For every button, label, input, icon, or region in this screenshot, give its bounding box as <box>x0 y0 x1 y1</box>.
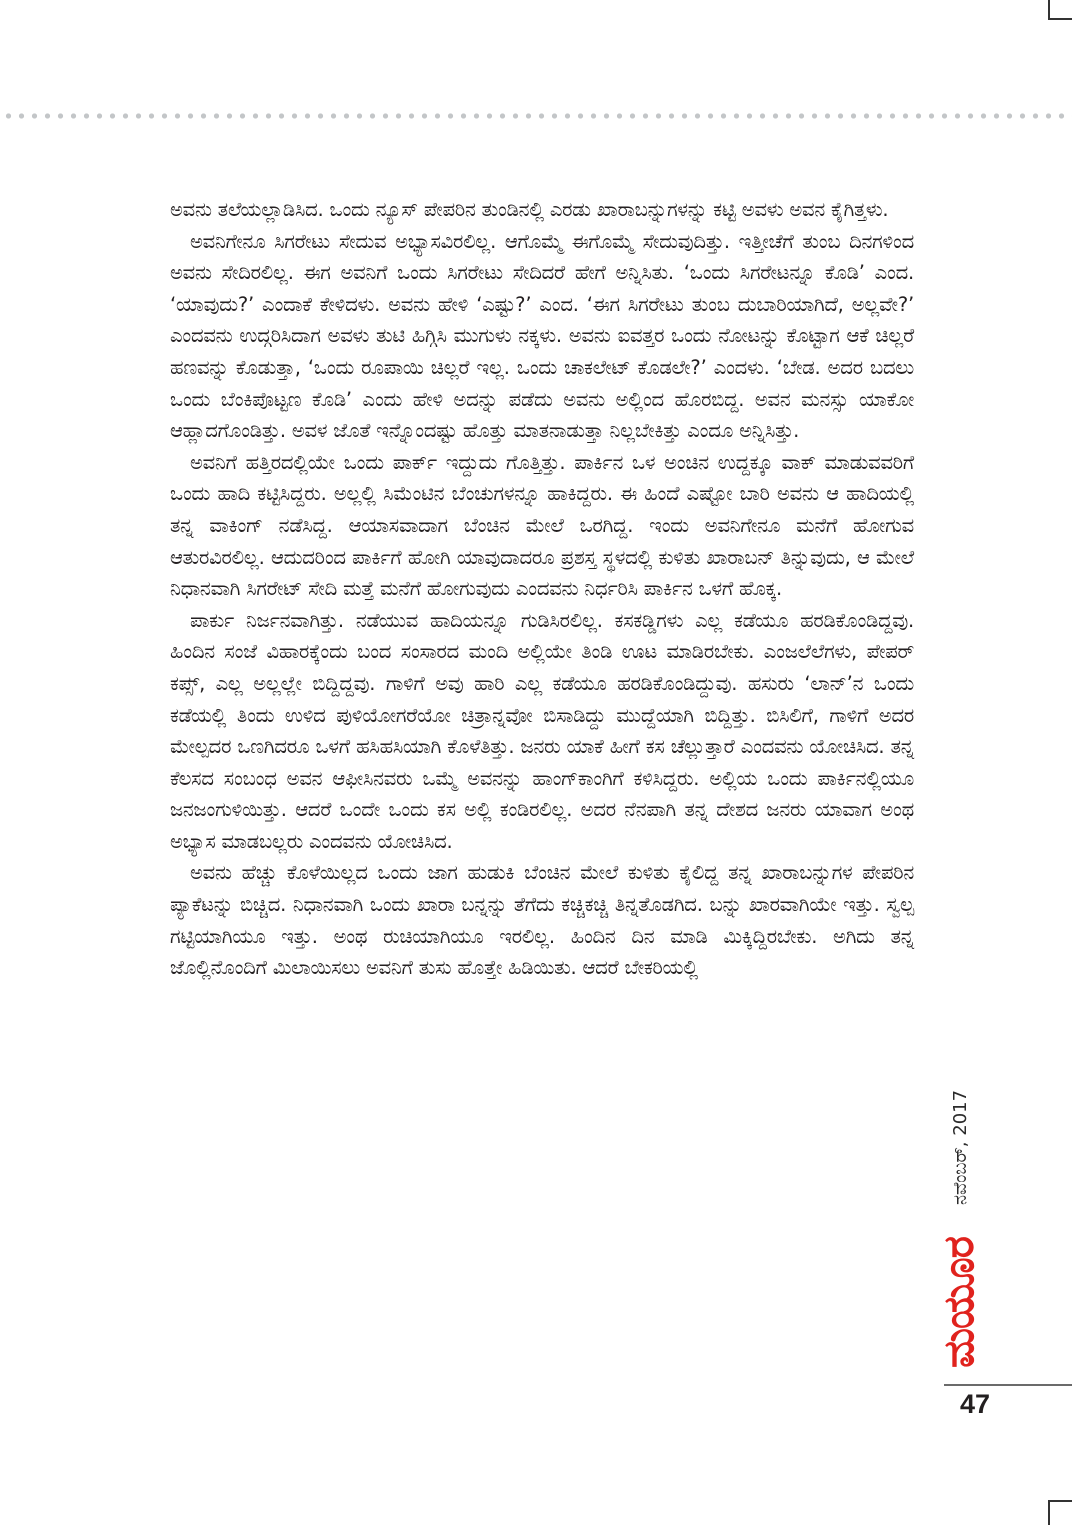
crop-mark-top-right-vertical <box>1048 0 1050 20</box>
crop-mark-top-right-horizontal <box>1048 18 1072 20</box>
folio-rule <box>944 1384 1072 1386</box>
magazine-logo: ಮಯೂರ <box>934 1237 983 1368</box>
crop-mark-bottom-right-horizontal <box>1048 1500 1072 1502</box>
paragraph: ಅವನಿಗೇನೂ ಸಿಗರೇಟು ಸೇದುವ ಅಭ್ಯಾಸವಿರಲಿಲ್ಲ. ಆಗೊಮ್ಮೆ ಈಗೊಮ್ಮೆ ಸೇದುವುದಿತ್ತು. ಇತ್ತೀಚೆಗೆ ತುಂಬ ದಿನಗಳಿಂದ ಅವನು ಸೇದಿರಲಿಲ್ಲ. ಈಗ ಅವನಿಗೆ ಒಂದು ಸಿಗರೇಟು ಸೇದಿದರೆ ಹೇಗೆ ಅನ್ನಿಸಿತು. ‘ಒಂದು ಸಿಗರೇಟನ್ನೂ ಕೊಡಿ’ ಎಂದ. ‘ಯಾವುದು?’ ಎಂದಾಕೆ ಕೇಳಿದಳು. ಅವನು ಹೇಳಿ ‘ಎಷ್ಟು?’ ಎಂದ. ‘ಈಗ ಸಿಗರೇಟು ತುಂಬ ದುಬಾರಿಯಾಗಿದೆ, ಅಲ್ಲವೇ?’ ಎಂದವನು ಉದ್ಗರಿಸಿದಾಗ ಅವಳು ತುಟಿ ಹಿಗ್ಗಿಸಿ ಮುಗುಳು ನಕ್ಕಳು. ಅವನು ಐವತ್ತರ ಒಂದು ನೋಟನ್ನು ಕೊಟ್ಟಾಗ ಆಕೆ ಚಿಲ್ಲರೆ ಹಣವನ್ನು ಕೊಡುತ್ತಾ, ‘ಒಂದು ರೂಪಾಯಿ ಚಿಲ್ಲರೆ ಇಲ್ಲ. ಒಂದು ಚಾಕಲೇಟ್ ಕೊಡಲೇ?’ ಎಂದಳು. ‘ಬೇಡ. ಅದರ ಬದಲು ಒಂದು ಬೆಂಕಿಪೊಟ್ಟಣ ಕೊಡಿ’ ಎಂದು ಹೇಳಿ ಅದನ್ನು ಪಡೆದು ಅವನು ಅಲ್ಲಿಂದ ಹೊರಬಿದ್ದ. ಅವನ ಮನಸ್ಸು ಯಾಕೋ ಆಹ್ಲಾದಗೊಂಡಿತ್ತು. ಅವಳ ಜೊತೆ ಇನ್ನೊಂದಷ್ಟು ಹೊತ್ತು ಮಾತನಾಡುತ್ತಾ ನಿಲ್ಲಬೇಕಿತ್ತು ಎಂದೂ ಅನ್ನಿಸಿತ್ತು. <box>170 229 914 443</box>
issue-date: ನವೆಂಬರ್, 2017 <box>950 1089 971 1205</box>
dotted-header-rule <box>0 112 1072 120</box>
page-number: 47 <box>960 1389 991 1419</box>
paragraph: ಅವನು ತಲೆಯಲ್ಲಾಡಿಸಿದ. ಒಂದು ನ್ಯೂಸ್ ಪೇಪರಿನ ತುಂಡಿನಲ್ಲಿ ಎರಡು ಖಾರಾಬನ್ನುಗಳನ್ನು ಕಟ್ಟಿ ಅವಳು ಅವನ ಕೈಗಿತ್ತಳು. <box>170 198 889 221</box>
paragraph: ಪಾರ್ಕು ನಿರ್ಜನವಾಗಿತ್ತು. ನಡೆಯುವ ಹಾದಿಯನ್ನೂ ಗುಡಿಸಿರಲಿಲ್ಲ. ಕಸಕಡ್ಡಿಗಳು ಎಲ್ಲ ಕಡೆಯೂ ಹರಡಿಕೊಂಡಿದ್ದವು. ಹಿಂದಿನ ಸಂಜೆ ವಿಹಾರಕ್ಕೆಂದು ಬಂದ ಸಂಸಾರದ ಮಂದಿ ಅಲ್ಲಿಯೇ ತಿಂಡಿ ಊಟ ಮಾಡಿರಬೇಕು. ಎಂಜಲೆಲೆಗಳು, ಪೇಪರ್ ಕಪ್ಸ್, ಎಲ್ಲ ಅಲ್ಲಲ್ಲೇ ಬಿದ್ದಿದ್ದವು. ಗಾಳಿಗೆ ಅವು ಹಾರಿ ಎಲ್ಲ ಕಡೆಯೂ ಹರಡಿಕೊಂಡಿದ್ದುವು. ಹಸುರು ‘ಲಾನ್’ನ ಒಂದು ಕಡೆಯಲ್ಲಿ ತಿಂದು ಉಳಿದ ಪುಳಿಯೋಗರೆಯೋ ಚಿತ್ರಾನ್ನವೋ ಬಿಸಾಡಿದ್ದು ಮುದ್ದೆಯಾಗಿ ಬಿದ್ದಿತ್ತು. ಬಿಸಿಲಿಗೆ, ಗಾಳಿಗೆ ಅದರ ಮೇಲ್ಪದರ ಒಣಗಿದರೂ ಒಳಗೆ ಹಸಿಹಸಿಯಾಗಿ ಕೊಳೆತಿತ್ತು. ಜನರು ಯಾಕೆ ಹೀಗೆ ಕಸ ಚೆಲ್ಲುತ್ತಾರೆ ಎಂದವನು ಯೋಚಿಸಿದ. ತನ್ನ ಕೆಲಸದ ಸಂಬಂಧ ಅವನ ಆಫೀಸಿನವರು ಒಮ್ಮೆ ಅವನನ್ನು ಹಾಂಗ್‌ಕಾಂಗಿಗೆ ಕಳಿಸಿದ್ದರು. ಅಲ್ಲಿಯ ಒಂದು ಪಾರ್ಕಿನಲ್ಲಿಯೂ ಜನಜಂಗುಳಿಯಿತ್ತು. ಆದರೆ ಒಂದೇ ಒಂದು ಕಸ ಅಲ್ಲಿ ಕಂಡಿರಲಿಲ್ಲ. ಅದರ ನೆನಪಾಗಿ ತನ್ನ ದೇಶದ ಜನರು ಯಾವಾಗ ಅಂಥ ಅಭ್ಯಾಸ ಮಾಡಬಲ್ಲರು ಎಂದವನು ಯೋಚಿಸಿದ. <box>170 608 914 853</box>
article-body <box>170 194 914 984</box>
paragraph: ಅವನು ಹೆಚ್ಚು ಕೊಳೆಯಿಲ್ಲದ ಒಂದು ಜಾಗ ಹುಡುಕಿ ಬೆಂಚಿನ ಮೇಲೆ ಕುಳಿತು ಕೈಲಿದ್ದ ತನ್ನ ಖಾರಾಬನ್ನುಗಳ ಪೇಪರಿನ ಪ್ಯಾಕೆಟನ್ನು ಬಿಚ್ಚಿದ. ನಿಧಾನವಾಗಿ ಒಂದು ಖಾರಾ ಬನ್ನನ್ನು ತೆಗೆದು ಕಚ್ಚಿಕಚ್ಚಿ ತಿನ್ನತೊಡಗಿದ. ಬನ್ನು ಖಾರವಾಗಿಯೇ ಇತ್ತು. ಸ್ವಲ್ಪ ಗಟ್ಟಿಯಾಗಿಯೂ ಇತ್ತು. ಅಂಥ ರುಚಿಯಾಗಿಯೂ ಇರಲಿಲ್ಲ. ಹಿಂದಿನ ದಿನ ಮಾಡಿ ಮಿಕ್ಕಿದ್ದಿರಬೇಕು. ಅಗಿದು ತನ್ನ ಜೊಲ್ಲಿನೊಂದಿಗೆ ಮಿಲಾಯಿಸಲು ಅವನಿಗೆ ತುಸು ಹೊತ್ತೇ ಹಿಡಿಯಿತು. ಆದರೆ ಬೇಕರಿಯಲ್ಲಿ <box>170 861 914 980</box>
crop-mark-bottom-right-vertical <box>1048 1500 1050 1525</box>
paragraph: ಅವನಿಗೆ ಹತ್ತಿರದಲ್ಲಿಯೇ ಒಂದು ಪಾರ್ಕ್ ಇದ್ದುದು ಗೊತ್ತಿತ್ತು. ಪಾರ್ಕಿನ ಒಳ ಅಂಚಿನ ಉದ್ದಕ್ಕೂ ವಾಕ್ ಮಾಡುವವರಿಗೆ ಒಂದು ಹಾದಿ ಕಟ್ಟಿಸಿದ್ದರು. ಅಲ್ಲಲ್ಲಿ ಸಿಮೆಂಟಿನ ಬೆಂಚುಗಳನ್ನೂ ಹಾಕಿದ್ದರು. ಈ ಹಿಂದೆ ಎಷ್ಟೋ ಬಾರಿ ಅವನು ಆ ಹಾದಿಯಲ್ಲಿ ತನ್ನ ವಾಕಿಂಗ್ ನಡೆಸಿದ್ದ. ಆಯಾಸವಾದಾಗ ಬೆಂಚಿನ ಮೇಲೆ ಒರಗಿದ್ದ. ಇಂದು ಅವನಿಗೇನೂ ಮನೆಗೆ ಹೋಗುವ ಆತುರವಿರಲಿಲ್ಲ. ಆದುದರಿಂದ ಪಾರ್ಕಿಗೆ ಹೋಗಿ ಯಾವುದಾದರೂ ಪ್ರಶಸ್ತ ಸ್ಥಳದಲ್ಲಿ ಕುಳಿತು ಖಾರಾಬನ್ ತಿನ್ನುವುದು, ಆ ಮೇಲೆ ನಿಧಾನವಾಗಿ ಸಿಗರೇಟ್ ಸೇದಿ ಮತ್ತೆ ಮನೆಗೆ ಹೋಗುವುದು ಎಂದವನು ನಿರ್ಧರಿಸಿ ಪಾರ್ಕಿನ ಒಳಗೆ ಹೊಕ್ಕ. <box>170 450 914 601</box>
